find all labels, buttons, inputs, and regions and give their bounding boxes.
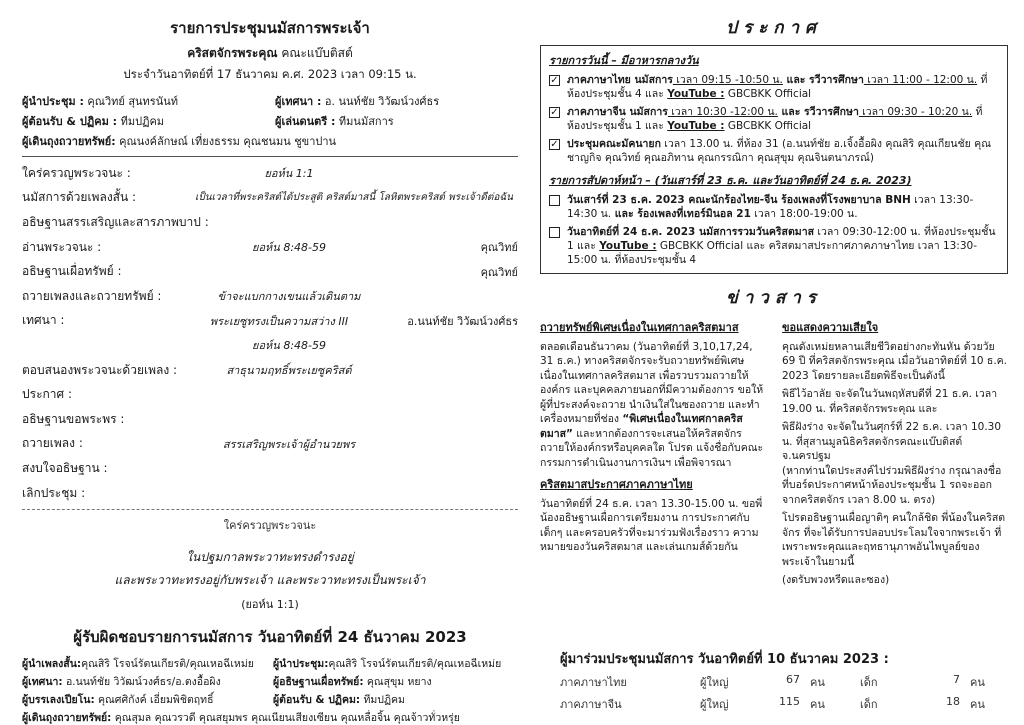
checkbox-checked-icon: ✓ — [550, 75, 559, 86]
announcements-title: ประกาศ — [726, 18, 822, 38]
announcements-page — [540, 14, 1008, 588]
news-heading: คริสตมาสประกาศภาคภาษาไทย — [540, 478, 693, 491]
order-row: เทศนา : พระเยซูทรงเป็นความสว่าง III อ.นนท์ชัย วิวัฒน์วงศ์ธร — [22, 313, 518, 328]
news-body: โปรดอธิษฐานเผื่อญาติๆ คนใกล้ชิด พี่น้องในคริสตจักร ที่จะได้รับการปลอบประโลมใจจากพระเจ้า ที่เพราะพระคุณและฤทธานุภาพอันไพบูลย์ของพระเจ้าในยามนี้ — [782, 512, 1006, 568]
attendance-row: ภาคภาษาจีน ผู้ใหญ่ 115 คน เด็ก 18 คน — [560, 695, 985, 711]
role-offering: ผู้เดินถุงถวายทรัพย์: คุณนงค์ลักษณ์ เที่ยงธรรม คุณชนมน ชูขาปาน — [22, 135, 337, 148]
divider — [22, 509, 518, 510]
news-body: ตลอดเดือนธันวาคม (วันอาทิตย์ที่ 3,10,17,24, 31 ธ.ค.) ทางคริสตจักรจะรับถวายทรัพย์พิเศษเนื่องในเทศกาลคริสตมาส เพื่อรวบรวมถวายให้องค์กร และบุคคลภายนอกที่มีความต้องการ ขอให้ผู้ที่ประสงค์จะถวาย นำเงินใส่ในซองถวาย และทำเครื่องหมายที่ช่อง “พิเศษเนื่องในเทศกาลคริสตมาส” และหากต้องการจะเสนอให้คริสตจักรถวายให้องค์กรหรือบุคคลใด โปรด แจ้งชื่อกับคณะกรรมการดำเนินงานการเงินฯ เพื่อพิจารณา — [540, 340, 764, 469]
role-usher: ผู้ต้อนรับ & ปฏิคม : ทีมปฏิคม — [22, 115, 165, 128]
church-name: คริสตจักรพระคุณ — [187, 46, 278, 60]
divider — [22, 156, 518, 157]
order-row: สงบใจอธิษฐาน : — [22, 460, 108, 475]
checkbox-empty-icon — [549, 195, 560, 206]
roster-item: ผู้ต้อนรับ & ปฏิคม: ทีมปฏิคม — [273, 694, 405, 707]
verse-reference: (ยอห์น 1:1) — [241, 598, 299, 612]
checkbox-checked-icon: ✓ — [550, 107, 559, 118]
checkbox-checked-icon: ✓ — [550, 139, 559, 150]
roles-grid — [22, 92, 518, 130]
order-of-service — [22, 161, 518, 505]
program-date: ประจำวันอาทิตย์ที่ 17 ธันวาคม ค.ศ. 2023 เวลา 09:15 น. — [123, 67, 417, 81]
next-roster-grid — [22, 655, 518, 708]
order-row: ประกาศ : — [22, 387, 72, 402]
role-musician: ผู้เล่นดนตรี : ทีมนมัสการ — [275, 115, 394, 128]
today-item: ✓ ภาคภาษาไทย นมัสการ เวลา 09:15 -10:50 น. และ รวีวารศึกษา เวลา 11:00 - 12:00 น. ที่ห้องประชุมชั้น 4 และ YouTube : GBCBKK Official — [550, 74, 988, 100]
roster-item: ผู้นำเพลงสั้น:คุณสิริ โรจน์รัตนเกียรติ/คุณเหอฉีเหม่ย — [22, 658, 254, 671]
today-heading: รายการวันนี้ – มีอาหารกลางวัน — [549, 54, 699, 67]
verse-heading: ใคร่ครวญพระวจนะ — [223, 519, 317, 533]
roster-offering: ผู้เดินถุงถวายทรัพย์: คุณสุมล คุณวรวดี คุณสยุมพร คุณเนียนเสียงเซียน คุณหลื่อจิ้น คุณจ้าวทั่วหรุ่ย — [22, 712, 460, 725]
news-column-1 — [540, 321, 774, 588]
order-row: ถวายเพลงและถวายทรัพย์ : ข้าจะแบกกางเขนแล้วเดินตาม — [22, 288, 361, 304]
attendance-title: ผู้มาร่วมประชุมนมัสการ วันอาทิตย์ที่ 10 ธันวาคม 2023 : — [560, 652, 889, 667]
next-item: วันอาทิตย์ที่ 24 ธ.ค. 2023 นมัสการรวมวันคริสตมาส เวลา 09:30-12:00 น. ที่ห้องประชุมชั้น 1 และ YouTube : GBCBKK Official และ คริสตมาสประกาศภาคภาษาไทย เวลา 13:30-15:00 น. ที่ห้องประชุมชั้น 4 — [549, 225, 999, 267]
roster-item: ผู้บรรเลงเปียโน: คุณศศิกังค์ เอี่ยมพิชิตฤทธิ์ — [22, 694, 214, 707]
next-item: วันเสาร์ที่ 23 ธ.ค. 2023 คณะนักร้องไทย-จีน ร้องเพลงที่โรงพยาบาล BNH เวลา 13:30-14:30 น. และ ร้องเพลงที่เทอร์มินอล 21 เวลา 18:00-19:00 น. — [549, 193, 999, 221]
next-week-heading: รายการสัปดาห์หน้า – (วันเสาร์ที่ 23 ธ.ค. และวันอาทิตย์ที่ 24 ธ.ค. 2023) — [549, 174, 912, 187]
attendance-row: ภาคภาษาไทย ผู้ใหญ่ 67 คน เด็ก 7 คน — [560, 673, 985, 689]
program-title: รายการประชุมนมัสการพระเจ้า — [170, 19, 370, 37]
today-item: ✓ ภาคภาษาจีน นมัสการ เวลา 10:30 -12:00 น. และ รวีวารศึกษา เวลา 09:30 - 10:20 น. ที่ห้องประชุมชั้น 1 และ YouTube : GBCBKK Official — [550, 106, 983, 132]
news-title: ข่าวสาร — [726, 288, 822, 308]
roster-item: ผู้เทศนา: อ.นนท์ชัย วิวัฒน์วงศ์ธร/อ.ตงอื้อผิง — [22, 676, 221, 689]
news-body: (หากท่านใดประสงค์ไปร่วมพิธีฝังร่าง กรุณาลงชื่อที่บอร์ดประกาศหน้าห้องประชุมชั้น 1 รถจะออกจากคริสตจักร เวลา 8.00 น. ตรง) — [782, 464, 1002, 506]
order-row: เลิกประชุม : — [22, 485, 86, 500]
role-leader: ผู้นำประชุม : คุณวิทย์ สุนทรนันท์ — [22, 95, 179, 108]
order-row: ใคร่ครวญพระวจนะ : ยอห์น 1:1 — [22, 165, 314, 181]
order-row: อธิษฐานขอพระพร : — [22, 411, 125, 426]
order-row: ตอบสนองพระวจนะด้วยเพลง : สาธุนามฤทธิ์พระเยซูคริสต์ — [22, 362, 352, 378]
church-suffix: คณะแบ๊บติสต์ — [281, 46, 353, 60]
news-body: วันอาทิตย์ที่ 24 ธ.ค. เวลา 13.30-15.00 น. ขอพี่น้องอธิษฐานเผื่อการเตรียมงาน การประกาศกับเด็กๆ และครอบครัวที่จะมาร่วมฟังเรื่องราว ความหมายของวันคริสตมาส และเล่นเกมส์ด้วยกัน — [540, 497, 763, 553]
church-name-line — [22, 44, 518, 63]
role-preacher: ผู้เทศนา : อ. นนท์ชัย วิวัฒน์วงศ์ธร — [275, 95, 440, 108]
news-body: พิธีไว้อาลัย จะจัดในวันพฤหัสบดีที่ 21 ธ.ค. เวลา 19.00 น. ที่คริสตจักรพระคุณ และ — [782, 388, 998, 415]
order-row: อธิษฐานเผื่อทรัพย์ : คุณวิทย์ — [22, 264, 518, 279]
order-row: อ่านพระวจนะ : ยอห์น 8:48-59 คุณวิทย์ — [22, 239, 518, 255]
news-heading: ถวายทรัพย์พิเศษเนื่องในเทศกาลคริสตมาส — [540, 321, 739, 334]
news-heading: ขอแสดงความเสียใจ — [782, 321, 879, 334]
next-roster-title: ผู้รับผิดชอบรายการนมัสการ วันอาทิตย์ที่ 24 ธันวาคม 2023 — [73, 628, 467, 647]
news-body: พิธีฝังร่าง จะจัดในวันศุกร์ที่ 22 ธ.ค. เวลา 10.30 น. ที่สุสานมูลนิธิคริสตจักรคณะแบ๊บติสต์ จ.นครปฐม — [782, 421, 1002, 462]
verse-line-1: ในปฐมกาลพระวาทะทรงดำรงอยู่ — [186, 550, 354, 565]
worship-program — [22, 14, 518, 725]
checkbox-empty-icon — [549, 227, 560, 238]
news-column-2 — [774, 321, 1008, 588]
news-columns — [540, 321, 1008, 588]
today-item: ✓ ประชุมคณะมัคนายก เวลา 13.00 น. ที่ห้อง 31 (อ.นนท์ชัย อ.เจิ้งอื้อผิง คุณสิริ คุณเกียนชัย คุณชาญกิจ คุณวิทย์ คุณอภิทาน คุณกรรณิกา คุณสุขุม คุณจินตนาภรณ์) — [550, 138, 991, 164]
roster-item: ผู้นำประชุม:คุณสิริ โรจน์รัตนเกียรติ/คุณเหอฉีเหม่ย — [273, 658, 502, 671]
roster-item: ผู้อธิษฐานเผื่อทรัพย์: คุณสุขุม หยาง — [273, 676, 432, 689]
order-row: อธิษฐานสรรเสริญและสารภาพบาป : — [22, 214, 209, 229]
order-row: ยอห์น 8:48-59 — [252, 339, 326, 353]
announcements-box — [540, 45, 1008, 274]
order-row: นมัสการด้วยเพลงสั้น : เป็นเวลาที่พระคริสต์ได้ประสูติ คริสต์มาสนี้ โลหิตพระคริสต์ พระเจ้าดีต่อฉัน — [22, 190, 513, 205]
news-body: (งดรับพวงหรีดและซอง) — [782, 574, 890, 586]
order-row: ถวายเพลง : สรรเสริญพระเจ้าผู้อำนวยพร — [22, 436, 356, 451]
verse-line-2: และพระวาทะทรงอยู่กับพระเจ้า และพระวาทะทรงเป็นพระเจ้า — [114, 573, 426, 588]
news-body: คุณดังเหม่ยหลานเสียชีวิตอย่างกะทันหัน ด้วยวัย 69 ปี ที่คริสตจักรพระคุณ เมื่อวันอาทิตย์ที่ 10 ธ.ค. 2023 โดยรายละเอียดพิธีจะเป็นดังนี้ — [782, 340, 1008, 382]
attendance — [560, 648, 1000, 713]
